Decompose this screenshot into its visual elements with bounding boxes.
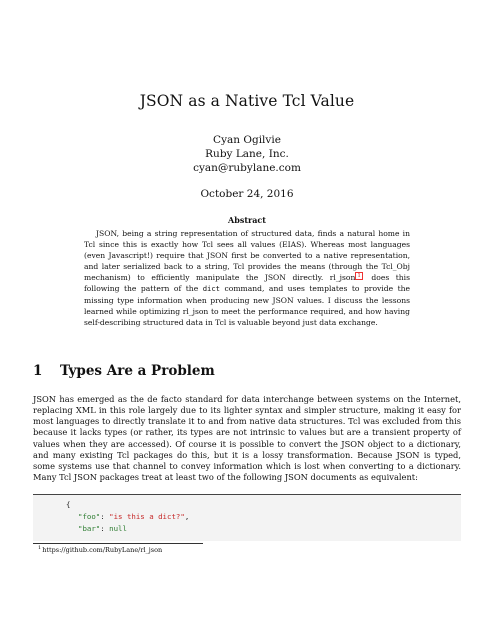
section-title: Types Are a Problem <box>60 363 215 379</box>
footnote-marker: 1 <box>38 545 42 551</box>
abstract-heading: Abstract <box>228 215 266 225</box>
abstract-body <box>84 228 410 328</box>
footnote-reference-link[interactable]: 1 <box>357 272 361 279</box>
author-name: Cyan Ogilvie <box>213 134 281 146</box>
code-line-open <box>66 499 461 511</box>
code-separator: : <box>100 512 110 521</box>
code-line-bar <box>66 523 461 535</box>
abstract-text-part2: does this following the pattern of the <box>84 273 410 294</box>
section-paragraph: JSON has emerged as the de facto standard for data interchange between systems on the Internet, replacing XML in this role largely due to its lighter syntax and simpler structure, making it easy for most languages to directly translate it to and from native data structures. Tcl was excluded from this because it lacks types (or rather, its types are not intrinsic to values but are a transient property of values when they are accessed). Of course it is possible to convert the JSON object to a dictionary, and many existing Tcl packages do this, but it is a lossy transformation. Because JSON is typed, some systems use that channel to convey information which is lost when converting to a dictionary. Many Tcl JSON packages treat at least two of the following JSON documents as equivalent: <box>33 394 461 483</box>
abstract-text-part1: JSON, being a string representation of structured data, finds a natural home in Tcl since this is exactly how Tcl sees all values (EIAS). Whereas most languages (even Javascript!) require that JSON first be converted to a native representation, and later serialized back to a string, Tcl provides the means (through the Tcl_Obj mechanism) to efficiently manipulate the JSON directly. rl_json <box>84 229 410 283</box>
code-separator: : <box>100 524 110 533</box>
code-comma: , <box>184 512 190 521</box>
abstract-text-part3: command, and uses templates to provide the missing type information when producing new JSON values. I discuss the lessons learned while optimizing rl_json to meet the performance required, and how having self-describing structured data in Tcl is valuable beyond just data exchange. <box>84 284 411 327</box>
author-affiliation: Ruby Lane, Inc. <box>205 148 289 160</box>
footnote-url-link[interactable]: https://github.com/RubyLane/rl_json <box>42 546 163 555</box>
paper-title: JSON as a Native Tcl Value <box>139 92 355 110</box>
code-open-brace: { <box>66 500 71 509</box>
code-value-string: "is this a dict?" <box>109 512 185 521</box>
section-heading <box>33 363 215 379</box>
footnote <box>38 545 162 554</box>
paper-date: October 24, 2016 <box>200 188 294 200</box>
code-listing <box>33 494 461 541</box>
code-key-foo: "foo" <box>78 512 101 521</box>
section-number: 1 <box>33 363 43 379</box>
footnote-divider <box>33 543 203 544</box>
code-value-null: null <box>109 524 127 533</box>
code-line-foo <box>66 511 461 523</box>
author-email: cyan@rubylane.com <box>193 162 301 174</box>
author-block <box>0 133 494 175</box>
code-key-bar: "bar" <box>78 524 101 533</box>
abstract-code-word: dict <box>202 284 221 294</box>
